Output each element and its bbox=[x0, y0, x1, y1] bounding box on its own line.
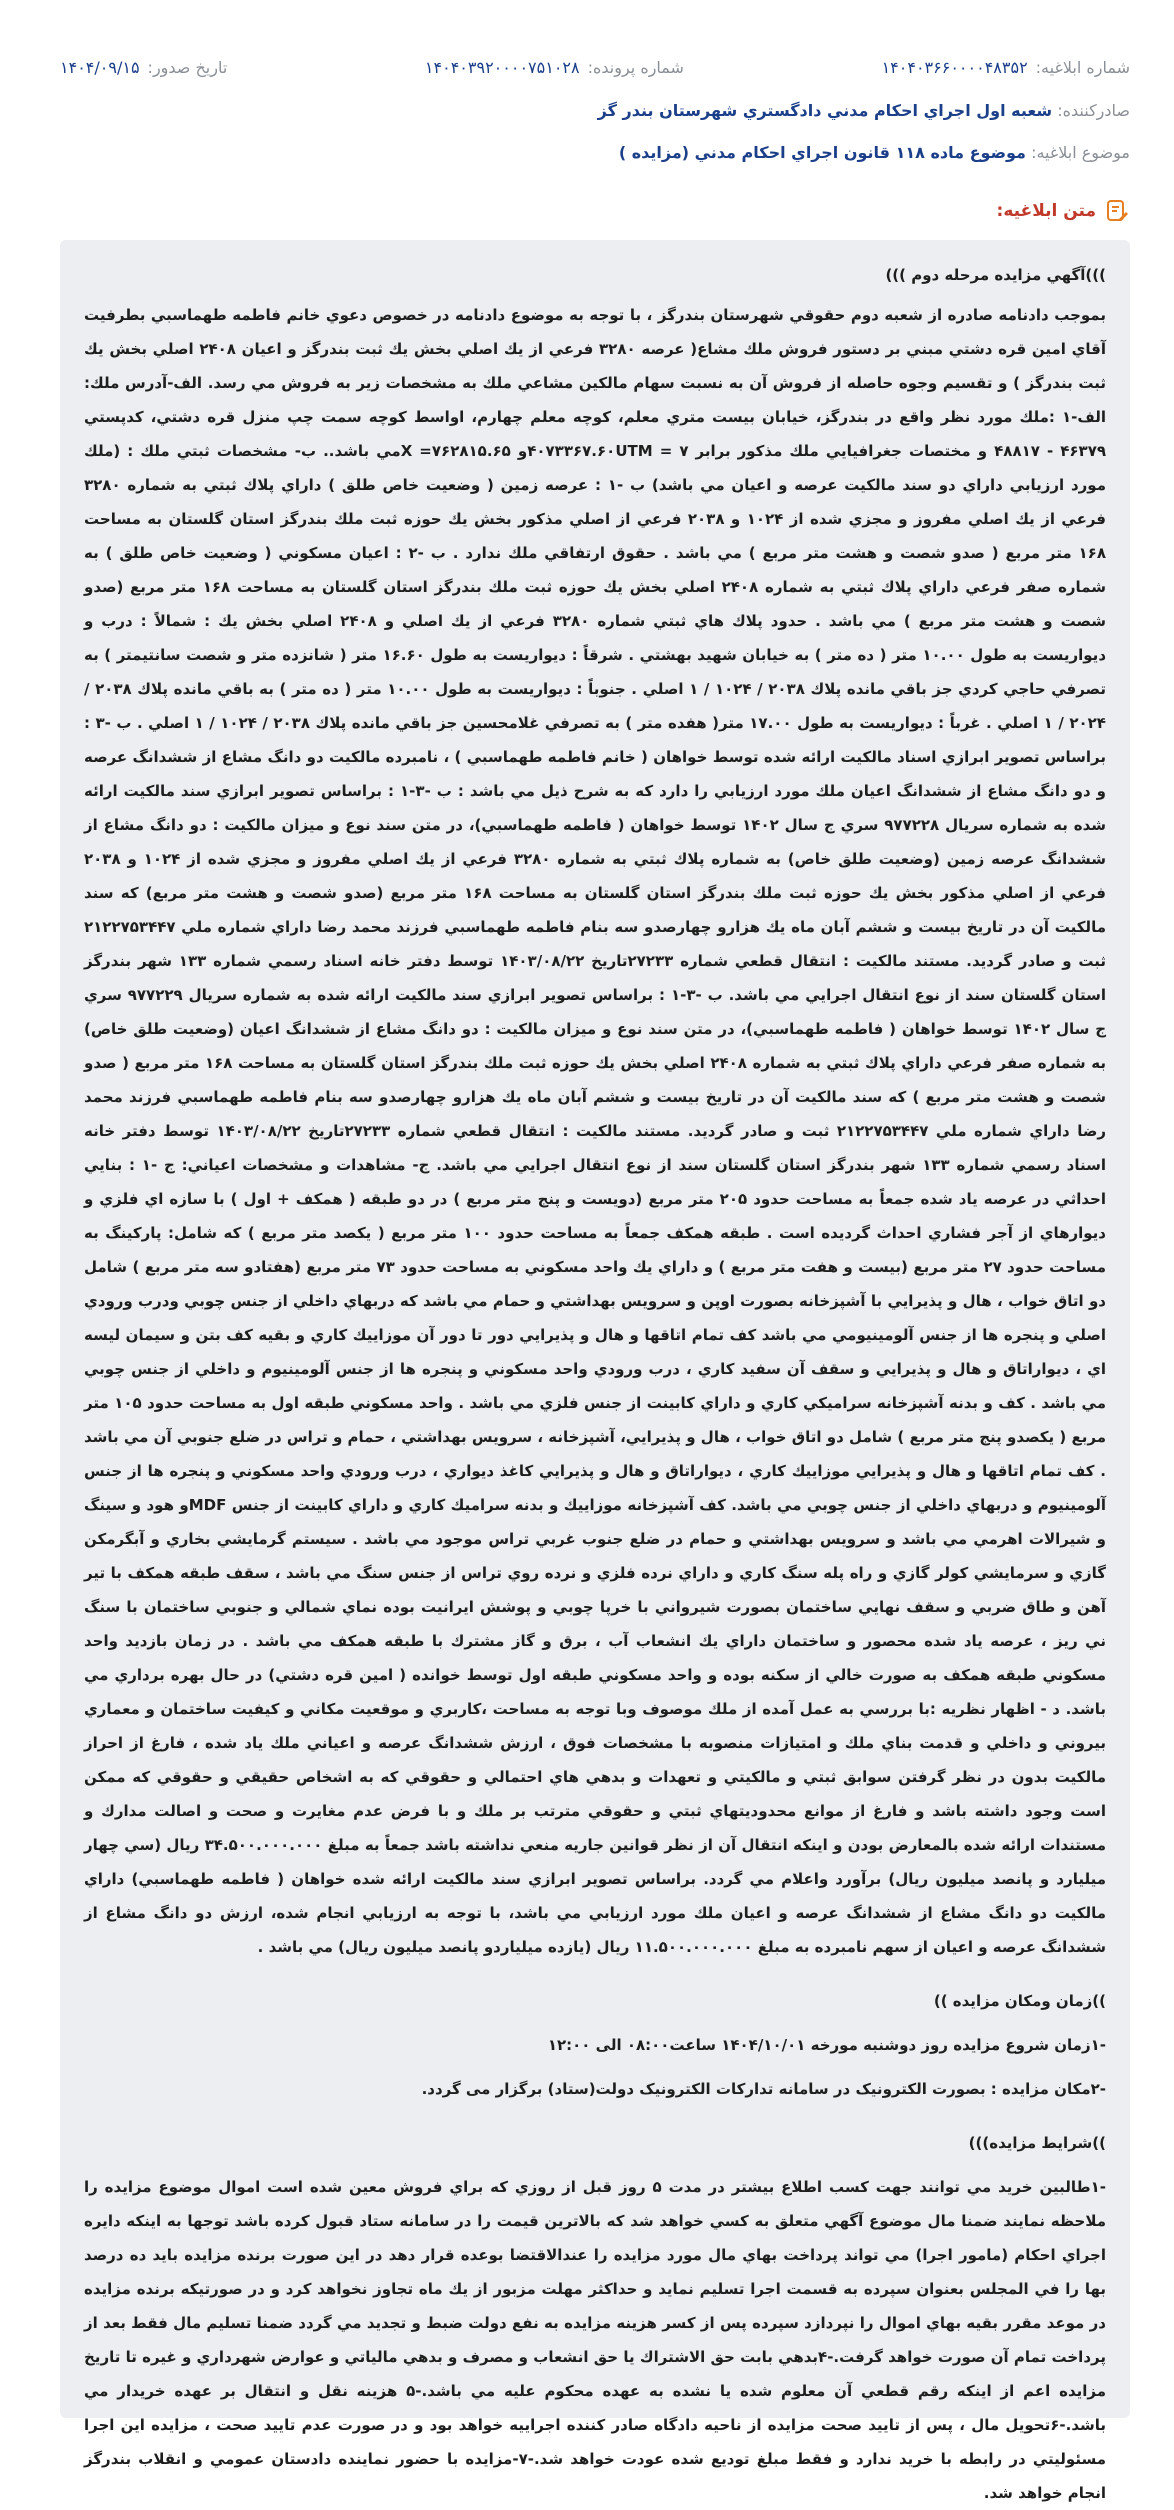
subject-label: موضوع ابلاغيه: bbox=[1031, 143, 1130, 162]
notice-number-value: ۱۴۰۴۰۳۶۶۰۰۰۰۴۸۳۵۲ bbox=[881, 58, 1028, 77]
sender-label: صادرکننده: bbox=[1057, 101, 1130, 120]
subject-value: موضوع ماده ۱۱۸ قانون اجراي احکام مدني (مزايده ) bbox=[618, 143, 1026, 162]
issue-date bbox=[60, 58, 227, 77]
conditions-heading: ))شرايط مزايده))) bbox=[968, 2134, 1106, 2152]
section-title bbox=[997, 198, 1130, 224]
document-edit-icon bbox=[1104, 198, 1130, 224]
notice-number bbox=[882, 58, 1130, 77]
conditions-text: -۱طالبين خريد مي توانند جهت كسب اطلاع بيشتر در مدت ۵ روز قبل از روزي كه براي فروش معين شده است اموال موضوع مزايده را ملاحظه نمايند ضمنا مال موضوع آگهي متعلق به كسي خواهد شد كه بالاترين قيمت را در سامانه ستاد قبول كرده باشد توجها به اينكه دايره اجراي احكام (مامور اجرا) مي تواند پرداخت بهاي مال مورد مزايده را عندالاقتضا بوعده قرار دهد در اين صورت برنده مزايده بايد ده درصد بها را في المجلس بعنوان سپرده به قسمت اجرا تسليم نمايد و حداكثر مهلت مزبور از يك ماه تجاوز نخواهد كرد و در صورتيكه برنده مزايده در موعد مقرر بقيه بهاي اموال را نپردازد سپرده پس از كسر هزينه مزايده به نفع دولت ضبط و تجديد مي گردد ضمنا تسليم مال فقط بعد از پرداخت تمام آن صورت خواهد گرفت.-۴بدهي بابت حق الاشتراك يا حق انشعاب و مصرف و بدهي مالياتي و عوارض شهرداري و غيره تا تاريخ مزايده اعم از اينكه رقم قطعي آن معلوم شده يا نشده به عهده محكوم عليه مي باشد.-۵ هزينه نقل و انتقال بر عهده خريدار مي باشد.-۶تحويل مال ، پس از تاييد صحت مزايده از ناحيه دادگاه صادر كننده اجراييه خواهد بود و در صورت عدم تاييد صحت ، مزايده اين اجرا مسئوليتي در رابطه با خريد ندارد و فقط مبلغ توديع شده عودت خواهد شد.-۷-مزايده با حضور نماينده دادستان عمومي و انقلاب بندرگز انجام خواهد شد. bbox=[84, 2178, 1107, 2502]
main-text: بموجب دادنامه صادره از شعبه دوم حقوقي شهرستان بندرگز ، با توجه به موضوع دادنامه در خصوص دعوي خانم فاطمه طهماسبي بطرفيت آقاي امين قره دشتي مبني بر دستور فروش ملك مشاع( عرصه ۳۲۸۰ فرعي از يك اصلي بخش يك ثبت بندرگز و اعيان ۲۴۰۸ اصلي بخش يك ثبت بندرگز ) و تقسيم وجوه حاصله از فروش آن به نسبت سهام مالكين مشاعي ملك به مشخصات زير به فروش مي رسد. الف-آدرس ملك: الف-۱ :ملك مورد نظر واقع در بندرگز، خيابان بيست متري معلم، كوچه معلم چهارم، اواسط كوچه سمت چپ منزل قره دشتي، كدپستي ۴۶۳۷۹ - ۴۸۸۱۷ و مختصات جغرافيايي ملك مذكور برابر ۷ = ۴۰۷۳۳۶۷.۶۰UTMو ۷۶۲۸۱۵.۶۵= Xمي باشد.. ب- مشخصات ثبتي ملك : (ملك مورد ارزيابي داراي دو سند مالكيت عرصه و اعيان مي باشد) ب -۱ : عرصه زمين ( وضعيت خاص طلق ) داراي پلاك ثبتي به شماره ۳۲۸۰ فرعي از يك اصلي مفروز و مجزي شده از ۱۰۲۴ و ۲۰۳۸ فرعي از اصلي مذكور بخش يك حوزه ثبت ملك بندرگز استان گلستان به مساحت ۱۶۸ متر مربع ( صدو شصت و هشت متر مربع ) مي باشد . حقوق ارتفاقي ملك ندارد . ب -۲ : اعيان مسكوني ( وضعيت خاص طلق ) به شماره صفر فرعي داراي پلاك ثبتي به شماره ۲۴۰۸ اصلي بخش يك حوزه ثبت ملك بندرگز استان گلستان به مساحت ۱۶۸ متر مربع (صدو شصت و هشت متر مربع ) مي باشد . حدود پلاك هاي ثبتي شماره ۳۲۸۰ فرعي از يك اصلي و ۲۴۰۸ اصلي بخش يك : شمالاً : درب و ديواريست به طول ۱۰.۰۰ متر ( ده متر ) به خيابان شهيد بهشتي . شرقاً : ديواريست به طول ۱۶.۶۰ متر ( شانزده متر و شصت سانتيمتر ) به تصرفي حاجي كردي جز باقي مانده پلاك ۲۰۳۸ / ۱۰۲۴ / ۱ اصلي . جنوباً : ديواريست به طول ۱۰.۰۰ متر ( ده متر ) به باقي مانده پلاك ۲۰۳۸ / ۲۰۲۴ / ۱ اصلي . غرباً : ديواريست به طول ۱۷.۰۰ متر( هفده متر ) به تصرفي غلامحسين جز باقي مانده پلاك ۲۰۳۸ / ۱۰۲۴ / ۱ اصلي . ب -۳ : براساس تصوير ابرازي اسناد مالكيت ارائه شده توسط خواهان ( خانم فاطمه طهماسبي ) ، نامبرده مالكيت دو دانگ مشاع از ششدانگ عرصه و دو دانگ مشاع از ششدانگ اعيان ملك مورد ارزيابي را دارد كه به شرح ذيل مي باشد : ب -۳-۱ : براساس تصوير ابرازي سند مالكيت ارائه شده به شماره سريال ۹۷۷۲۲۸ سري ج سال ۱۴۰۲ توسط خواهان ( فاطمه طهماسبي)، در متن سند نوع و ميزان مالكيت : دو دانگ مشاع از ششدانگ عرصه زمين (وضعيت طلق خاص) به شماره پلاك ثبتي به شماره ۳۲۸۰ فرعي از يك اصلي مفروز و مجزي شده از ۱۰۲۴ و ۲۰۳۸ فرعي از اصلي مذكور بخش يك حوزه ثبت ملك بندرگز استان گلستان به مساحت ۱۶۸ متر مربع (صدو شصت و هشت متر مربع) كه سند مالكيت آن در تاريخ بيست و ششم آبان ماه يك هزارو چهارصدو سه بنام فاطمه طهماسبي فرزند محمد رضا داراي شماره ملي ۲۱۲۲۷۵۳۴۴۷ ثبت و صادر گرديد. مستند مالكيت : انتقال قطعي شماره ۲۷۲۳۳تاريخ ۱۴۰۳/۰۸/۲۲ توسط دفتر خانه اسناد رسمي شماره ۱۳۳ شهر بندرگز استان گلستان سند از نوع انتقال اجرايي مي باشد. ب -۳-۱ : براساس تصوير ابرازي سند مالكيت ارائه شده به شماره سريال ۹۷۷۲۲۹ سري ج سال ۱۴۰۲ توسط خواهان ( فاطمه طهماسبي)، در متن سند نوع و ميزان مالكيت : دو دانگ مشاع از ششدانگ اعيان (وضعيت طلق خاص) به شماره صفر فرعي داراي پلاك ثبتي به شماره ۲۴۰۸ اصلي بخش يك حوزه ثبت ملك بندرگز استان گلستان به مساحت ۱۶۸ متر مربع ( صدو شصت و هشت متر مربع ) كه سند مالكيت آن در تاريخ بيست و ششم آبان ماه يك هزارو چهارصدو سه بنام فاطمه طهماسبي فرزند محمد رضا داراي شماره ملي ۲۱۲۲۷۵۳۴۴۷ ثبت و صادر گرديد. مستند مالكيت : انتقال قطعي شماره ۲۷۲۳۳تاريخ ۱۴۰۳/۰۸/۲۲ توسط دفتر خانه اسناد رسمي شماره ۱۳۳ شهر بندرگز استان گلستان سند از نوع انتقال اجرايي مي باشد. ج- مشاهدات و مشخصات اعياني: ج -۱ : بنايي احداثي در عرصه ياد شده جمعاً به مساحت حدود ۲۰۵ متر مربع (دويست و پنج متر مربع ) در دو طبقه ( همكف + اول ) با سازه اي فلزي و ديوارهاي از آجر فشاري احداث گرديده است . طبقه همكف جمعاً به مساحت حدود ۱۰۰ متر مربع ( يكصد متر مربع ) كه شامل: پاركينگ به مساحت حدود ۲۷ متر مربع (بيست و هفت متر مربع ) و داراي يك واحد مسكوني به مساحت حدود ۷۳ متر مربع (هفتادو سه متر مربع ) شامل دو اتاق خواب ، هال و پذيرايي با آشپزخانه بصورت اوپن و سرويس بهداشتي و حمام مي باشد كه دربهاي داخلي از جنس چوبي ودرب ورودي اصلي و پنجره ها از جنس آلومينيومي مي باشد كف تمام اتاقها و هال و پذيرايي دور تا دور آن موزاييك كاري و بقيه كف بتن و سيمان ليسه اي ، ديواراتاق و هال و پذيرايي و سقف آن سفيد كاري ، درب ورودي واحد مسكوني و پنجره ها از جنس آلومينيوم و داخلي از جنس چوبي مي باشد . كف و بدنه آشپزخانه سراميكي كاري و داراي كابينت از جنس فلزي مي باشد . واحد مسكوني طبقه اول به مساحت حدود ۱۰۵ متر مربع ( يكصدو پنج متر مربع ) شامل دو اتاق خواب ، هال و پذيرايي، آشپزخانه ، سرويس بهداشتي ، حمام و تراس در ضلع جنوبي آن مي باشد . كف تمام اتاقها و هال و پذيرايي موزاييك كاري ، ديواراتاق و هال و پذيرايي كاغذ ديواري ، درب ورودي واحد مسكوني و پنجره ها از جنس آلومينيوم و دربهاي داخلي از جنس چوبي مي باشد. كف آشپزخانه موزاييك و بدنه سراميك كاري و داراي كابينت از جنس MDFو هود و سينگ و شيرالات اهرمي مي باشد و سرويس بهداشتي و حمام در ضلع جنوب غربي تراس موجود مي باشد . سيستم گرمايشي بخاري و آبگرمكن گازي و سرمايشي كولر گازي و راه پله سنگ كاري و داراي نرده فلزي و نرده روي تراس از جنس سنگ مي باشد ، سقف طبقه همكف با تير آهن و طاق ضربي و سقف نهايي ساختمان بصورت شيرواني با خرپا چوبي و پوشش ايرانيت بوده نماي شمالي و جنوبي ساختمان با سنگ ني ريز ، عرصه ياد شده محصور و ساختمان داراي يك انشعاب آب ، برق و گاز مشترك با طبقه همكف مي باشد . در زمان بازديد واحد مسكوني طبقه همكف به صورت خالي از سكنه بوده و واحد مسكوني طبقه اول توسط خوانده ( امين قره دشتي) در حال بهره برداري مي باشد. د - اظهار نظريه :با بررسي به عمل آمده از ملك موصوف وبا توجه به مساحت ،كاربري و موقعيت مكاني و كيفيت ساختمان و معماري بيروني و داخلي و قدمت بناي ملك و امتيازات منصوبه با مشخصات فوق ، ارزش ششدانگ عرصه و اعياني ملك ياد شده ، فارغ از احراز مالكيت بدون در نظر گرفتن سوابق ثبتي و مالكيتي و تعهدات و بدهي هاي احتمالي و حقوقي كه به اشخاص حقيقي و حقوقي كه ممكن است وجود داشته باشد و فارغ از موانع محدوديتهاي ثبتي و حقوقي مترتب بر ملك و با فرض عدم مغايرت و صحت و اصالت مدارك و مستندات ارائه شده بالمعارض بودن و اينكه انتقال آن از نظر قوانين جاريه منعي نداشته باشد جمعاً به مبلغ ۳۴.۵۰۰.۰۰۰.۰۰۰ ريال (سي چهار ميليارد و پانصد ميليون ريال) برآورد واعلام مي گردد. براساس تصوير ابرازي سند مالكيت ارائه شده خواهان ( فاطمه طهماسبي) داراي مالكيت دو دانگ مشاع از ششدانگ عرصه و اعيان ملك مورد ارزيابي مي باشد، با توجه به ارزيابي انجام شده، ارزش دو دانگ مشاع از ششدانگ عرصه و اعيان از سهم نامبرده به مبلغ ۱۱.۵۰۰.۰۰۰.۰۰۰ ريال (يازده ميلياردو پانصد ميليون ريال) مي باشد . bbox=[84, 306, 1107, 1956]
section-title-text: متن ابلاغيه: bbox=[996, 201, 1096, 221]
notice-number-label: شماره ابلاغيه: bbox=[1035, 58, 1130, 77]
auction-heading: )))آگهي مزايده مرحله دوم ))) bbox=[885, 266, 1106, 284]
issue-date-label: تاريخ صدور: bbox=[147, 58, 228, 77]
sender-line bbox=[60, 101, 1130, 120]
case-number-label: شماره پرونده: bbox=[587, 58, 684, 77]
issue-date-value: ۱۴۰۴/۰۹/۱۵ bbox=[60, 58, 140, 77]
sender-value: شعبه اول اجراي احکام مدني دادگستري شهرستان بندر گز bbox=[597, 101, 1053, 120]
time-item-1: -۱زمان شروع مزايده روز دوشنبه مورخه ۱۴۰۴/۱۰/۰۱ ساعت۰۸:۰۰ الی ۱۲:۰۰ bbox=[547, 2036, 1106, 2054]
case-number-value: ۱۴۰۴۰۳۹۲۰۰۰۰۷۵۱۰۲۸ bbox=[424, 58, 580, 77]
notice-body bbox=[60, 240, 1130, 2502]
subject-line bbox=[60, 143, 1130, 162]
time-place-heading: ))زمان ومکان مزايده )) bbox=[933, 1992, 1106, 2010]
meta-row bbox=[60, 58, 1130, 77]
case-number bbox=[425, 58, 684, 77]
time-item-2: -۲مکان مزايده : بصورت الکترونيک در سامانه تدارکات الکترونيک دولت(ستاد) برگزار می گردد. bbox=[421, 2080, 1106, 2098]
